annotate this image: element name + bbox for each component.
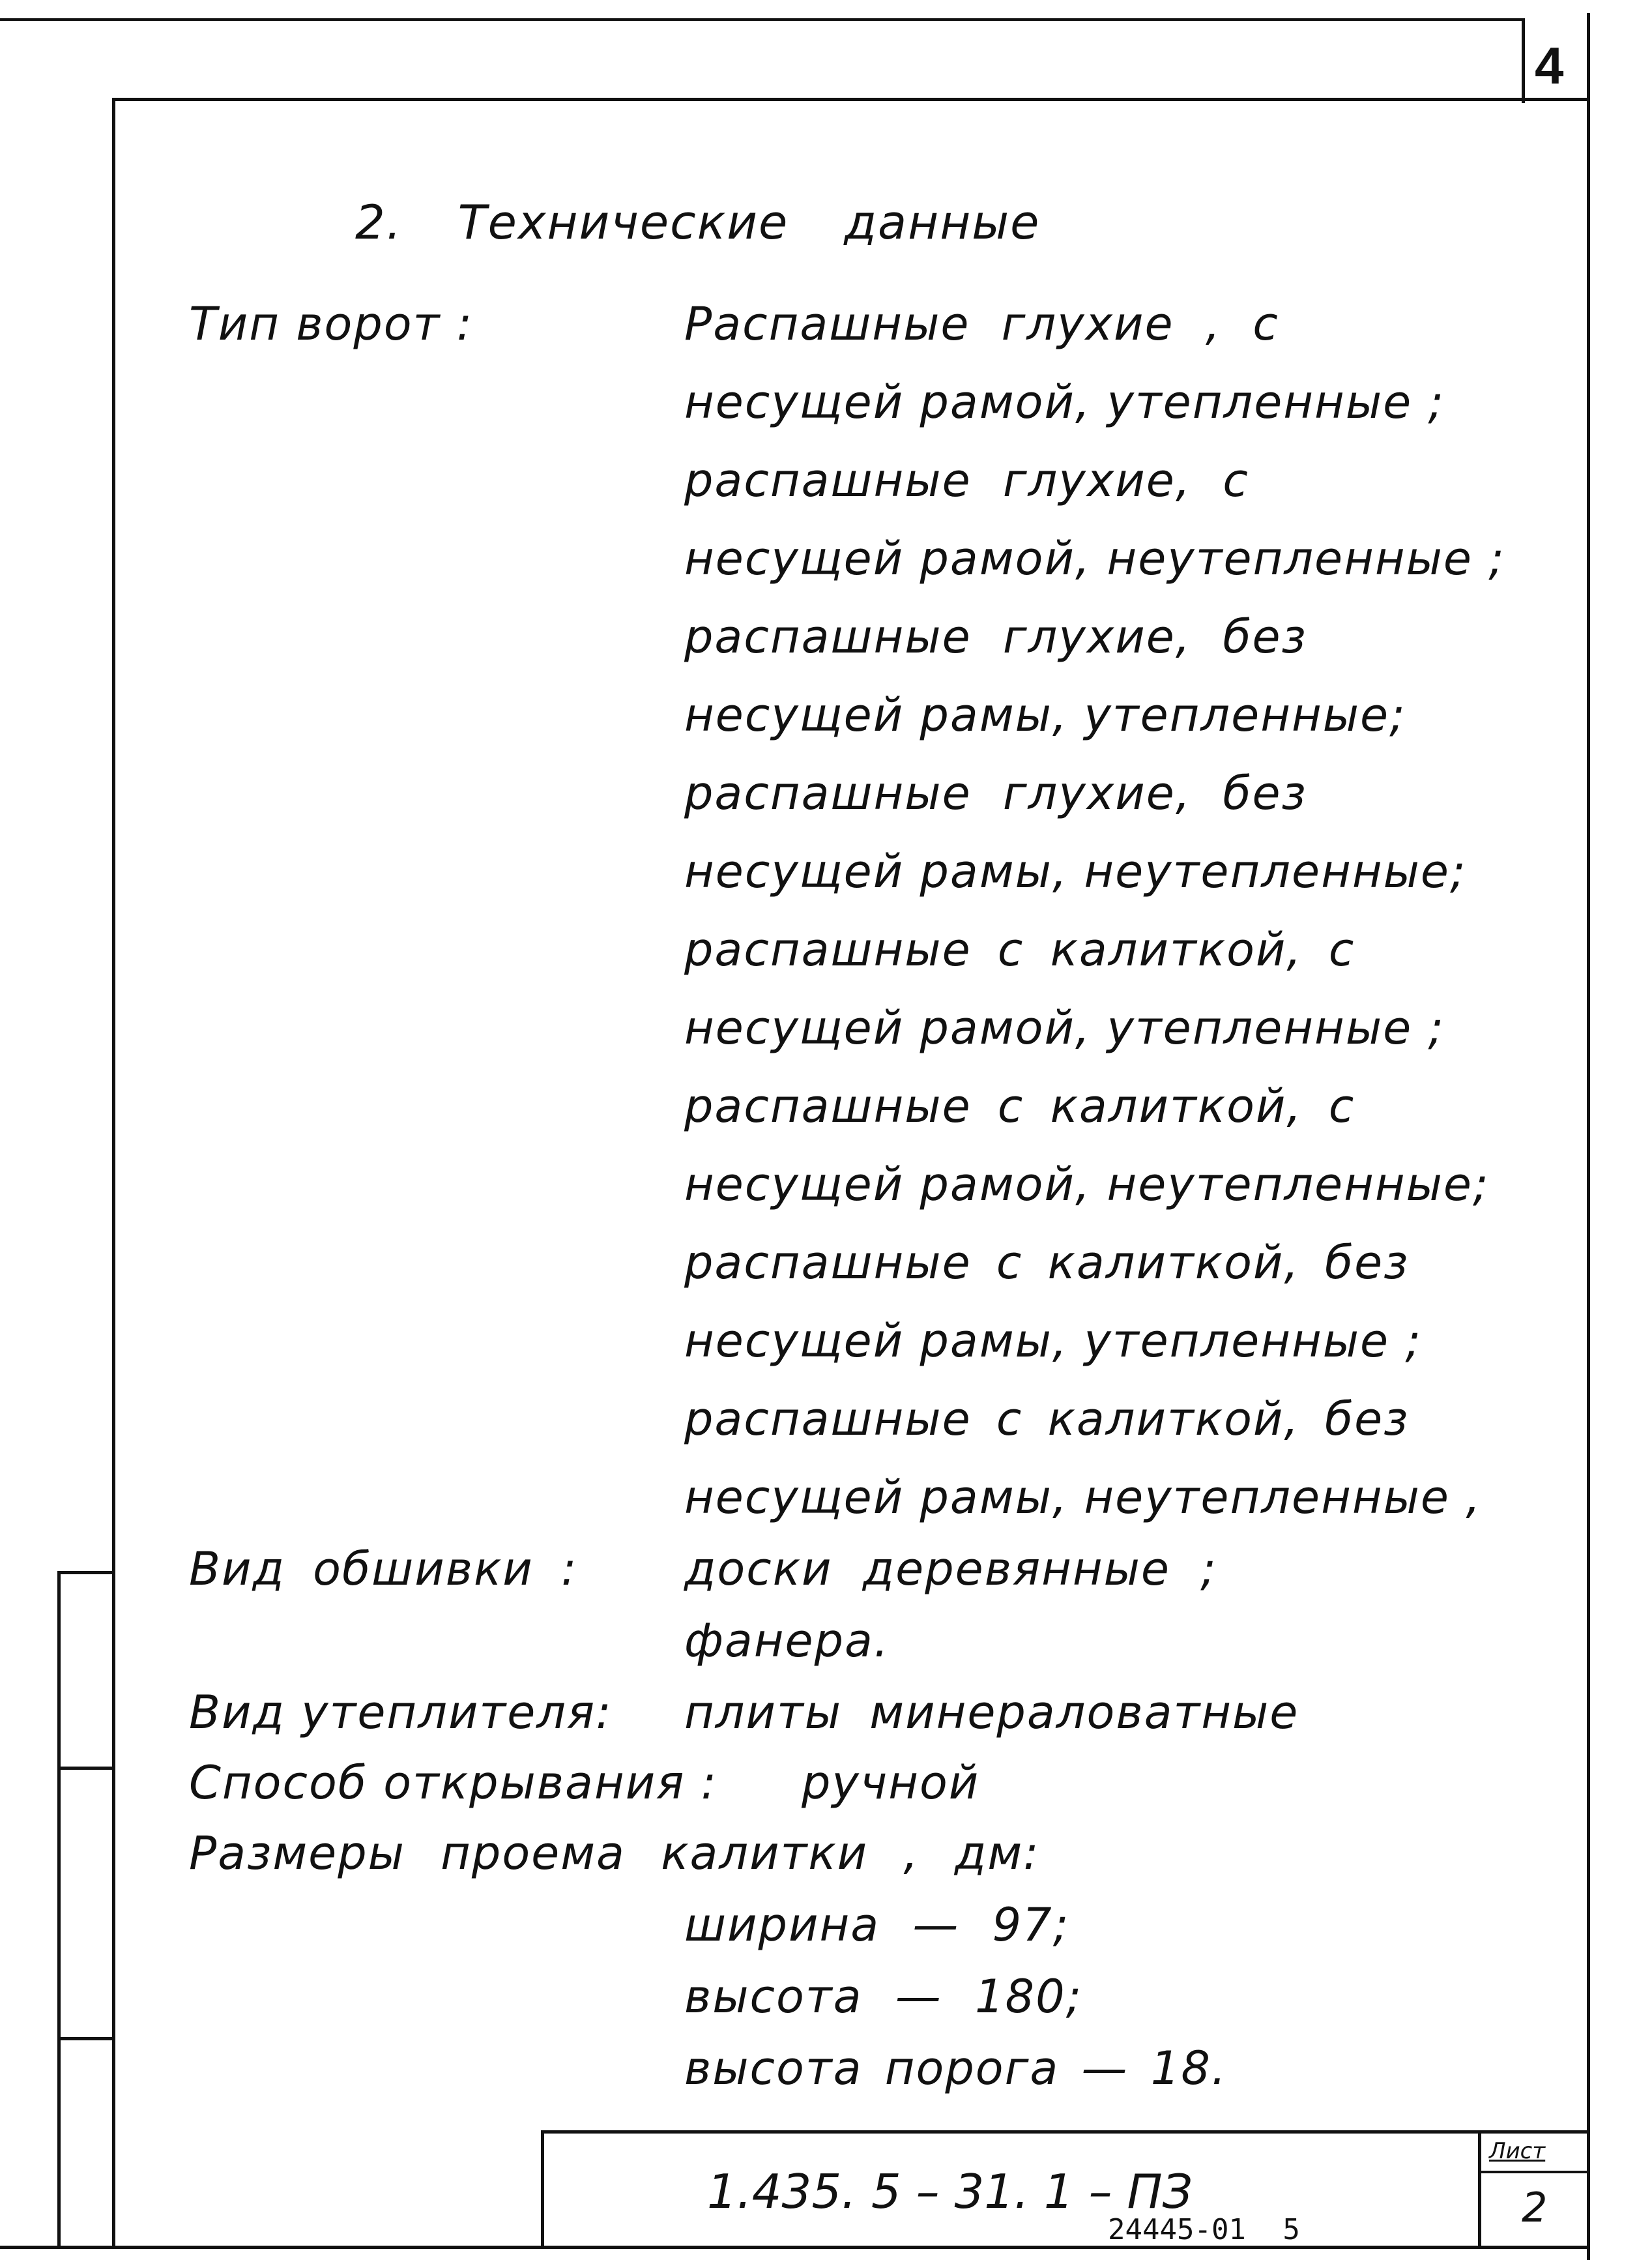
stamp-top — [541, 2130, 1590, 2134]
sheet-label: Лист — [1489, 2138, 1546, 2164]
binding-tick — [57, 1571, 115, 1574]
document-code: 1.435. 5 – 31. 1 – ПЗ — [707, 2164, 1193, 2219]
gate-type-line: распашные с калиткой, без — [684, 1236, 1410, 1289]
frame-bottom — [0, 2246, 1590, 2249]
gate-type-line: распашные глухие, с — [684, 454, 1249, 507]
gate-type-line: несущей рамы, утепленные; — [684, 688, 1406, 742]
wicket-height: высота — 180; — [684, 1970, 1083, 2023]
wicket-label: Размеры проема калитки , дм: — [189, 1827, 1040, 1880]
frame-top — [112, 98, 1590, 101]
frame-right — [1587, 13, 1590, 2260]
gate-type-line: распашные с калиткой, с — [684, 923, 1355, 976]
gate-type-line: несущей рамы, утепленные ; — [684, 1314, 1422, 1368]
corner-box-left — [1522, 18, 1525, 103]
wicket-width: ширина — 97; — [684, 1898, 1070, 1952]
insulation-label: Вид утеплителя: — [189, 1686, 613, 1739]
gate-type-line: несущей рамы, неутепленные , — [684, 1471, 1482, 1524]
gate-type-line: несущей рамы, неутепленные; — [684, 845, 1467, 898]
gate-type-line: распашные с калиткой, с — [684, 1079, 1355, 1133]
corner-page-number: 4 — [1535, 37, 1564, 95]
stamp-sheet-rule — [1478, 2171, 1590, 2173]
opening-value: ручной — [802, 1756, 980, 1810]
gate-type-line: распашные с калиткой, без — [684, 1392, 1410, 1446]
opening-label: Способ открывания : — [189, 1756, 718, 1810]
stamp-left — [541, 2130, 544, 2248]
gate-type-line: несущей рамой, утепленные ; — [684, 375, 1445, 429]
cladding-label: Вид обшивки : — [189, 1542, 578, 1596]
insulation-value: плиты минераловатные — [684, 1686, 1299, 1739]
binding-tick — [57, 2037, 115, 2040]
gate-type-line: несущей рамой, неутепленные; — [684, 1158, 1490, 1211]
gate-type-line: несущей рамой, неутепленные ; — [684, 532, 1505, 585]
gate-type-line: несущей рамой, утепленные ; — [684, 1001, 1445, 1055]
stamp-sheet-divider — [1478, 2130, 1481, 2248]
cladding-line: фанера. — [684, 1614, 890, 1667]
gate-type-line: распашные глухие, без — [684, 610, 1307, 664]
gate-type-line: Распашные глухие , с — [684, 297, 1279, 351]
wicket-threshold: высота порога — 18. — [684, 2042, 1228, 2095]
binding-strip-left — [57, 1571, 61, 2249]
frame-left — [112, 98, 115, 2249]
gate-type-label: Тип ворот : — [189, 297, 474, 351]
section-heading: 2. Технические данные — [355, 195, 1041, 250]
sheet-number: 2 — [1522, 2184, 1548, 2231]
gate-type-line: распашные глухие, без — [684, 767, 1307, 820]
top-rule — [0, 18, 1522, 21]
archive-number: 24445-01 5 — [1108, 2213, 1300, 2246]
binding-tick — [57, 1767, 115, 1770]
cladding-line: доски деревянные ; — [684, 1542, 1217, 1596]
